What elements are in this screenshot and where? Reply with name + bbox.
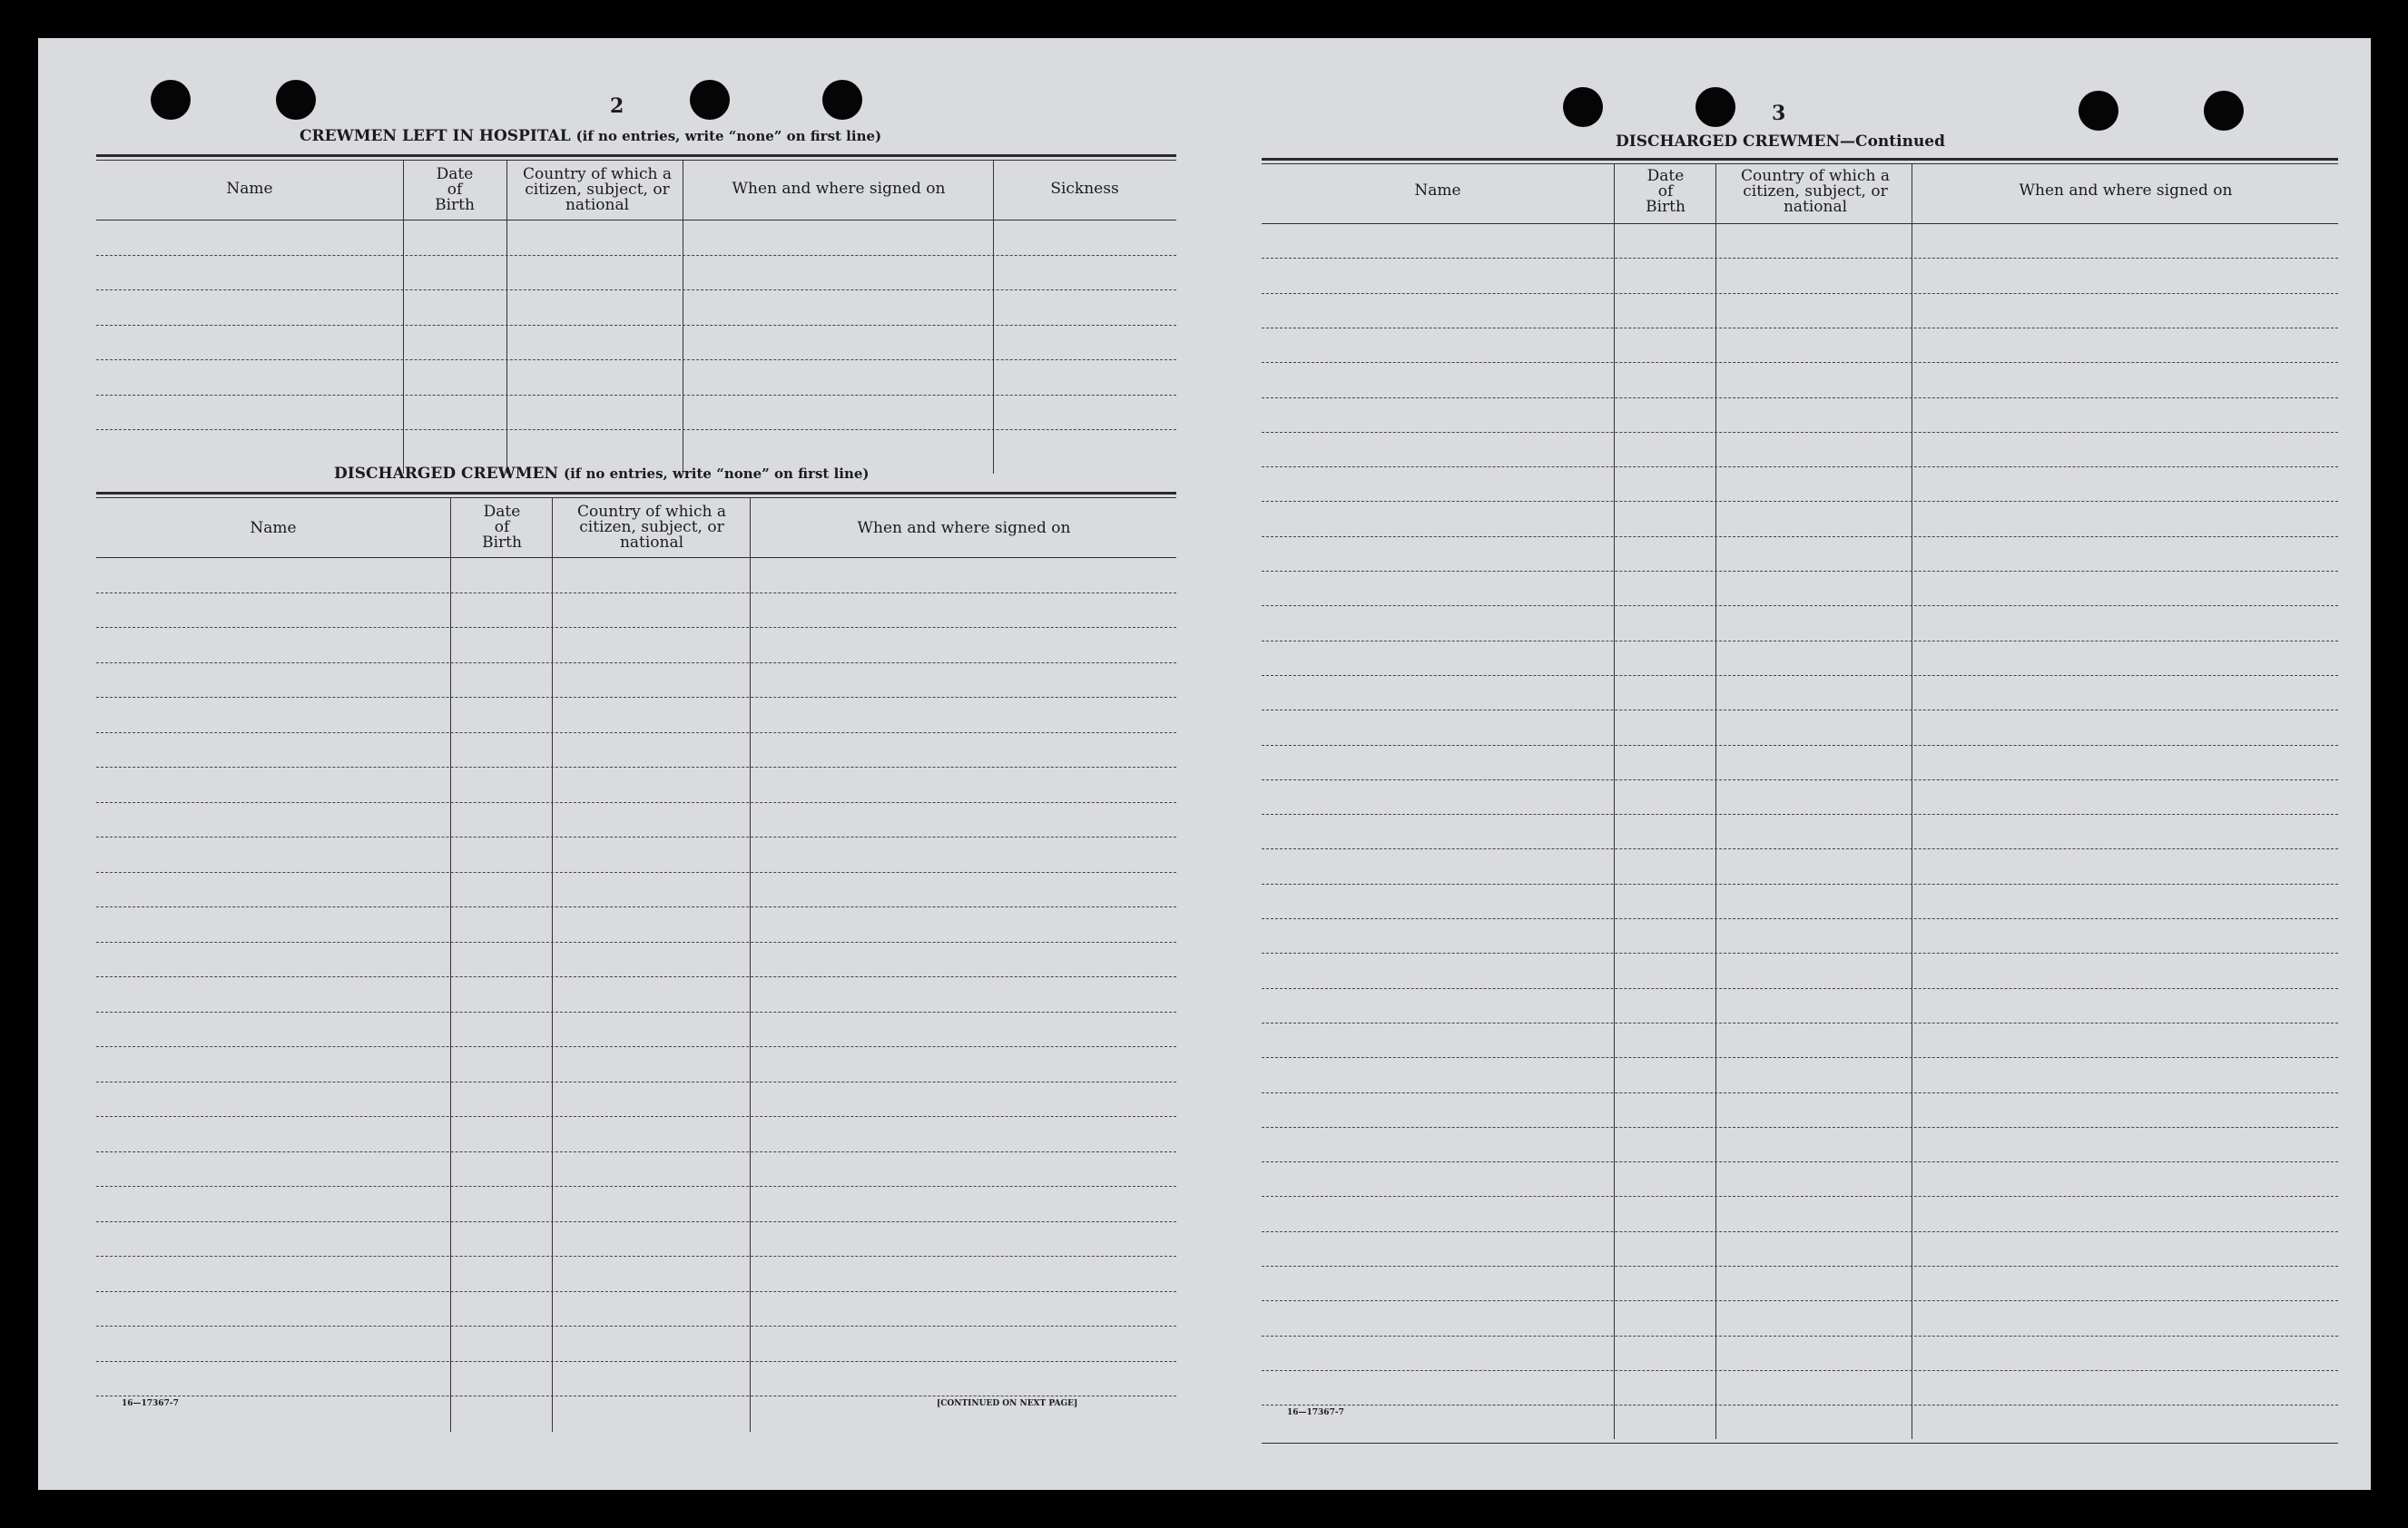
- entry-row-line: [1262, 884, 2338, 885]
- discharged-col-country: Country of which a citizen, subject, or national: [577, 503, 726, 552]
- punch-hole: [151, 80, 191, 120]
- entry-row-line: [1262, 362, 2338, 363]
- punch-hole: [1563, 87, 1603, 127]
- hospital-divider: [993, 160, 994, 474]
- hospital-col-dob: Date of Birth: [435, 165, 475, 214]
- punch-hole: [1695, 87, 1735, 127]
- continued-divider: [1715, 163, 1716, 1439]
- form-number-right: 16—17367-7: [1287, 1408, 1344, 1417]
- entry-row-line: [1262, 501, 2338, 502]
- entry-row-line: [1262, 988, 2338, 989]
- entry-row-line: [1262, 1023, 2338, 1024]
- entry-row-line: [1262, 1336, 2338, 1337]
- continued-col-name: Name: [1414, 181, 1461, 200]
- entry-row-line: [1262, 605, 2338, 606]
- entry-row-line: [96, 1256, 1176, 1257]
- entry-row-line: [1262, 641, 2338, 642]
- continued-top-rule: [1262, 158, 2338, 161]
- scanned-form-sheet: [38, 38, 2371, 1490]
- continued-col-signed-on: When and where signed on: [2019, 181, 2233, 200]
- hospital-divider: [403, 160, 404, 474]
- entry-row-line: [1262, 1196, 2338, 1197]
- entry-row-line: [96, 359, 1176, 360]
- hospital-top-rule-2: [96, 160, 1176, 161]
- entry-row-line: [1262, 1370, 2338, 1371]
- continued-col-country: Country of which a citizen, subject, or national: [1741, 167, 1890, 216]
- entry-row-line: [96, 662, 1176, 663]
- hospital-col-name: Name: [226, 180, 273, 198]
- continued-bottom-rule: [1262, 1443, 2338, 1444]
- entry-row-line: [1262, 675, 2338, 676]
- entry-row-line: [96, 627, 1176, 628]
- entry-row-line: [1262, 1127, 2338, 1128]
- entry-row-line: [1262, 1092, 2338, 1093]
- hospital-col-country: Country of which a citizen, subject, or national: [523, 165, 672, 214]
- discharged-title-text: DISCHARGED CREWMEN: [334, 465, 559, 483]
- hospital-col-sickness: Sickness: [1050, 180, 1119, 198]
- entry-row-line: [96, 767, 1176, 768]
- entry-row-line: [1262, 918, 2338, 919]
- discharged-header-rule: [96, 557, 1176, 558]
- entry-row-line: [96, 1151, 1176, 1152]
- entry-row-line: [1262, 814, 2338, 815]
- entry-row-line: [96, 1046, 1176, 1047]
- entry-row-line: [96, 872, 1176, 873]
- entry-row-line: [96, 395, 1176, 396]
- discharged-divider: [450, 497, 451, 1432]
- entry-row-line: [96, 697, 1176, 698]
- continued-note: [CONTINUED ON NEXT PAGE]: [937, 1399, 1078, 1408]
- entry-row-line: [96, 325, 1176, 326]
- entry-row-line: [96, 1116, 1176, 1117]
- hospital-instruction-text: (if no entries, write “none” on first line): [575, 128, 882, 144]
- entry-row-line: [1262, 1057, 2338, 1058]
- discharged-col-name: Name: [250, 519, 297, 537]
- entry-row-line: [96, 1326, 1176, 1327]
- punch-hole: [822, 80, 862, 120]
- entry-row-line: [1262, 848, 2338, 849]
- page-number-left: 2: [610, 94, 624, 118]
- continued-divider: [1614, 163, 1615, 1439]
- hospital-col-signed-on: When and where signed on: [732, 180, 946, 198]
- discharged-section-title: [334, 465, 870, 483]
- hospital-top-rule: [96, 154, 1176, 157]
- discharged-continued-title: DISCHARGED CREWMEN—Continued: [1616, 132, 1946, 151]
- entry-row-line: [1262, 1300, 2338, 1301]
- entry-row-line: [1262, 1231, 2338, 1232]
- hospital-divider: [506, 160, 507, 474]
- entry-row-line: [96, 1361, 1176, 1362]
- punch-hole: [276, 80, 316, 120]
- entry-row-line: [96, 429, 1176, 430]
- entry-row-line: [1262, 1266, 2338, 1267]
- entry-row-line: [1262, 293, 2338, 294]
- entry-row-line: [96, 1221, 1176, 1222]
- entry-row-line: [1262, 571, 2338, 572]
- entry-row-line: [96, 1186, 1176, 1187]
- discharged-divider: [750, 497, 751, 1432]
- entry-row-line: [1262, 745, 2338, 746]
- entry-row-line: [1262, 432, 2338, 433]
- form-number-left: 16—17367-7: [122, 1399, 179, 1408]
- entry-row-line: [96, 1291, 1176, 1292]
- entry-row-line: [96, 942, 1176, 943]
- discharged-instruction-text: (if no entries, write “none” on first line): [563, 465, 870, 482]
- hospital-title-text: CREWMEN LEFT IN HOSPITAL: [300, 127, 571, 145]
- entry-row-line: [1262, 779, 2338, 780]
- continued-top-rule-2: [1262, 163, 2338, 164]
- entry-row-line: [1262, 1405, 2338, 1406]
- page-number-right: 3: [1772, 102, 1786, 125]
- entry-row-line: [96, 802, 1176, 803]
- entry-row-line: [1262, 953, 2338, 954]
- entry-row-line: [1262, 1161, 2338, 1162]
- discharged-top-rule: [96, 492, 1176, 495]
- discharged-divider: [552, 497, 553, 1432]
- entry-row-line: [96, 1012, 1176, 1013]
- discharged-col-dob: Date of Birth: [482, 503, 522, 552]
- entry-row-line: [96, 289, 1176, 290]
- hospital-section-title: [300, 127, 881, 145]
- discharged-col-signed-on: When and where signed on: [857, 519, 1071, 537]
- punch-hole: [2204, 91, 2244, 131]
- entry-row-line: [1262, 466, 2338, 467]
- entry-row-line: [96, 906, 1176, 907]
- entry-row-line: [96, 976, 1176, 977]
- discharged-top-rule-2: [96, 497, 1176, 498]
- continued-header-rule: [1262, 223, 2338, 224]
- entry-row-line: [96, 732, 1176, 733]
- punch-hole: [690, 80, 730, 120]
- continued-col-dob: Date of Birth: [1646, 167, 1686, 216]
- entry-row-line: [96, 255, 1176, 256]
- entry-row-line: [1262, 258, 2338, 259]
- punch-hole: [2079, 91, 2118, 131]
- entry-row-line: [1262, 397, 2338, 398]
- entry-row-line: [1262, 536, 2338, 537]
